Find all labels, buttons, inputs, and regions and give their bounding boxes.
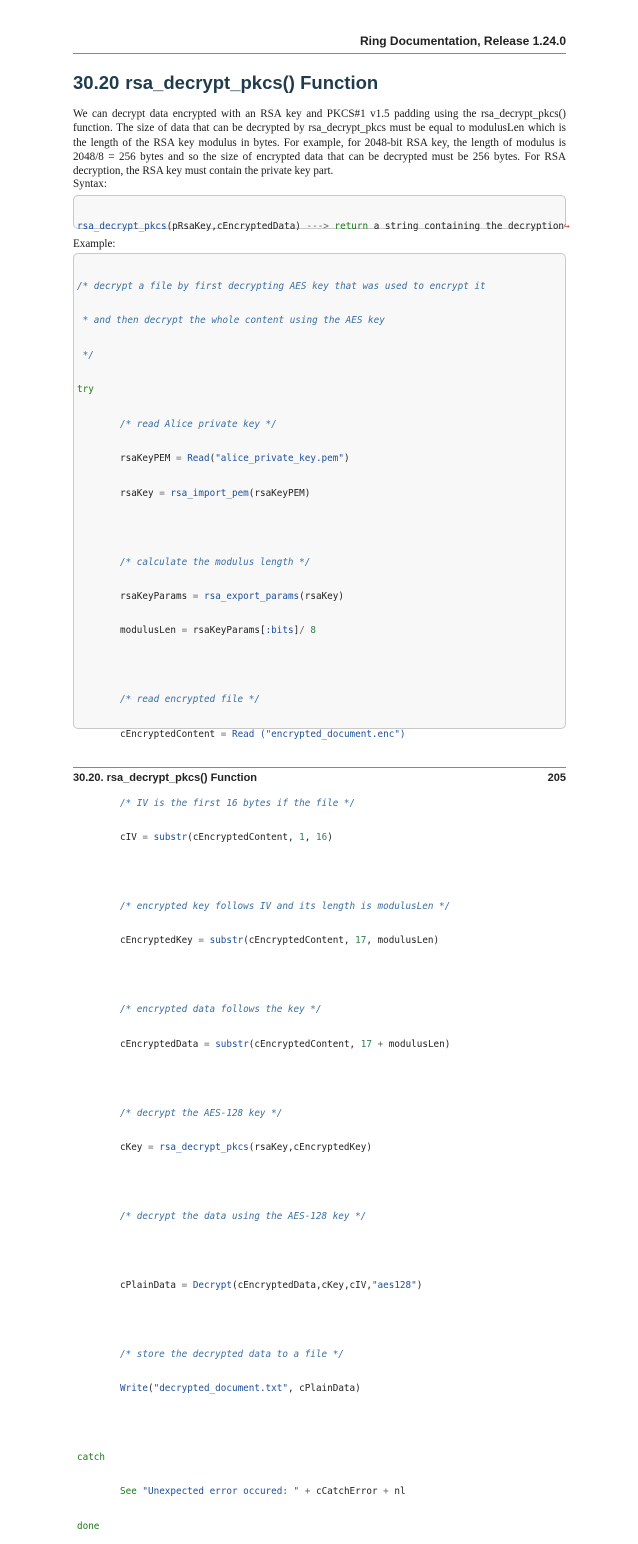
code-line: cEncryptedData = substr(cEncryptedContent, 17 + modulusLen) — [120, 1038, 451, 1050]
code-line: /* IV is the first 16 bytes if the file */ — [120, 797, 356, 809]
code-line: rsaKeyParams = rsa_export_params(rsaKey) — [120, 590, 344, 602]
blank-line — [77, 866, 565, 878]
code-line: See "Unexpected error occured: " + cCatchError + nl — [120, 1486, 406, 1498]
code-line: /* encrypted key follows IV and its length is modulusLen */ — [120, 900, 451, 912]
blank-line — [77, 1417, 565, 1429]
code-line: /* decrypt a file by first decrypting AES key that was used to encrypt it — [77, 281, 486, 292]
blank-line — [77, 522, 565, 534]
code-line: */ — [77, 349, 94, 361]
code-line: catch — [77, 1451, 105, 1463]
code-line: /* calculate the modulus length */ — [120, 556, 311, 568]
code-line: rsaKey = rsa_import_pem(rsaKeyPEM) — [120, 487, 311, 499]
running-header: Ring Documentation, Release 1.24.0 — [359, 34, 566, 48]
code-line: /* read Alice private key */ — [120, 418, 277, 430]
footer-divider — [73, 767, 566, 768]
code-line: cEncryptedContent = Read ("encrypted_document.enc") — [120, 728, 406, 740]
header-divider — [73, 53, 566, 54]
blank-line — [77, 660, 565, 672]
blank-line — [77, 970, 565, 982]
description-paragraph: We can decrypt data encrypted with an RSA key and PKCS#1 v1.5 padding using the rsa_decrypt_pkcs() function. The size of data that can be decrypted by rsa_decrypt_pkcs must be equal to modulusLen which is the length of the RSA key modulus in bytes. For example, for 2048-bit RSA key, the length of modulus is 2048/8 = 256 bytes and so the size of encrypted data that can be decrypted must be 256 bytes. For RSA decryption, the RSA key must contain the private key part. — [73, 108, 566, 178]
code-line: * and then decrypt the whole content using the AES key — [77, 315, 385, 327]
code-line: Write("decrypted_document.txt", cPlainData) — [120, 1383, 361, 1394]
code-line: cEncryptedKey = substr(cEncryptedContent, 17, modulusLen) — [120, 935, 440, 947]
code-line: /* encrypted data follows the key */ — [120, 1004, 322, 1016]
code-line: modulusLen = rsaKeyParams[:bits]/ 8 — [120, 625, 317, 637]
blank-line — [77, 1176, 565, 1188]
code-line: cKey = rsa_decrypt_pkcs(rsaKey,cEncryptedKey) — [120, 1141, 372, 1153]
line-wrap-icon: ↪ — [564, 221, 570, 232]
syntax-label: Syntax: — [73, 178, 107, 190]
code-line: /* store the decrypted data to a file */ — [120, 1348, 344, 1360]
code-line: /* decrypt the AES-128 key */ — [120, 1107, 283, 1119]
code-line: try — [77, 384, 94, 396]
blank-line — [77, 1073, 565, 1085]
code-line: done — [77, 1520, 100, 1532]
code-line: /* decrypt the data using the AES-128 key */ — [120, 1210, 367, 1222]
footer-section-ref: 30.20. rsa_decrypt_pkcs() Function — [73, 772, 258, 784]
syntax-code-block — [73, 195, 570, 232]
code-line: cPlainData = Decrypt(cEncryptedData,cKey,cIV,"aes128") — [120, 1279, 423, 1291]
blank-line — [77, 1245, 565, 1257]
section-title — [73, 72, 378, 94]
page-number: 205 — [547, 772, 566, 784]
code-line: rsaKeyPEM = Read("alice_private_key.pem") — [120, 453, 350, 465]
section-title-text: rsa_decrypt_pkcs() Function — [125, 72, 379, 93]
blank-line — [77, 1314, 565, 1326]
code-line: rsa_decrypt_pkcs(pRsaKey,cEncryptedData) ---> return a string containing the decryption↪ — [77, 221, 570, 232]
example-label: Example: — [73, 238, 116, 250]
code-line: cIV = substr(cEncryptedContent, 1, 16) — [120, 832, 333, 843]
section-number: 30.20 — [73, 72, 120, 93]
code-line: /* read encrypted file */ — [120, 694, 260, 706]
